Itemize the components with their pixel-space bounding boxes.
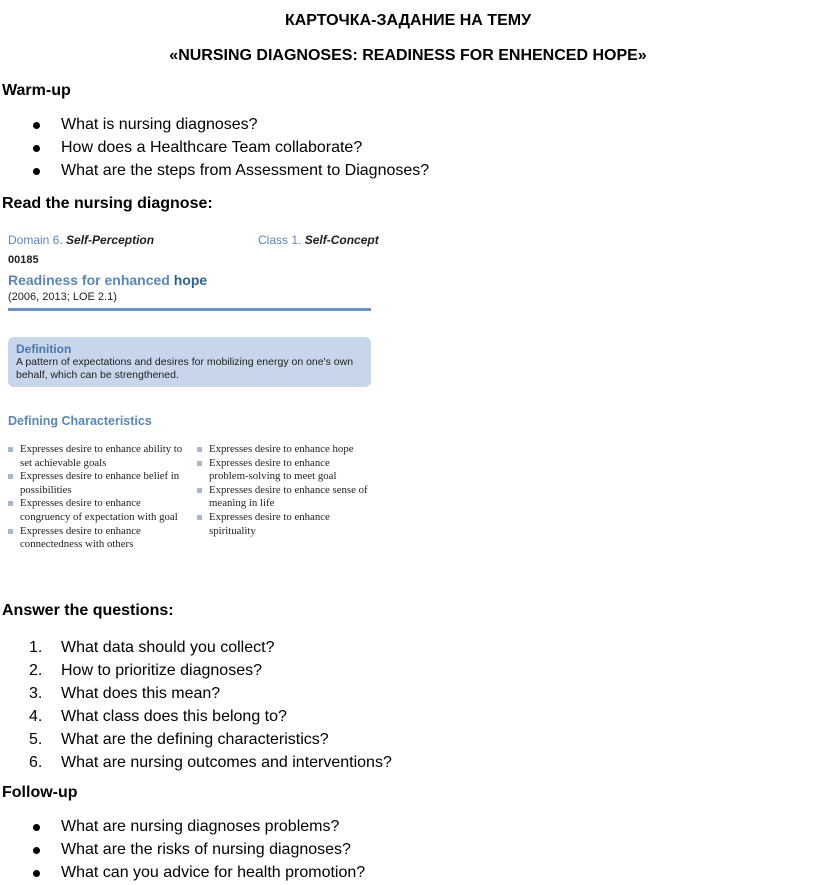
characteristic-text: Expresses desire to enhance connectedness with others bbox=[20, 524, 141, 551]
characteristic-item bbox=[197, 457, 372, 484]
list-item-text: How to prioritize diagnoses? bbox=[61, 662, 262, 679]
bullet-icon bbox=[33, 122, 40, 129]
square-bullet-icon bbox=[8, 447, 13, 452]
list-item-text: What are the steps from Assessment to Diagnoses? bbox=[61, 162, 430, 179]
list-item-text: What data should you collect? bbox=[61, 639, 275, 656]
characteristic-item bbox=[8, 470, 183, 497]
definition-box bbox=[8, 337, 371, 387]
defining-characteristics-left bbox=[8, 443, 183, 552]
characteristic-text: Expresses desire to enhance spirituality bbox=[209, 510, 330, 537]
list-number: 2. bbox=[29, 662, 43, 679]
bullet-icon bbox=[33, 145, 40, 152]
warmup-heading: Warm-up bbox=[2, 82, 71, 99]
characteristic-item bbox=[8, 497, 183, 524]
list-number: 1. bbox=[29, 639, 43, 656]
domain bbox=[8, 233, 154, 247]
class-label: Class 1. bbox=[258, 233, 302, 247]
class-value: Self-Concept bbox=[304, 233, 379, 247]
square-bullet-icon bbox=[197, 488, 202, 493]
answer-heading: Answer the questions: bbox=[2, 602, 174, 619]
definition-heading: Definition bbox=[16, 342, 72, 356]
characteristic-item bbox=[197, 484, 372, 511]
characteristic-text: Expresses desire to enhance belief in possibilities bbox=[20, 470, 180, 496]
list-item-text: What can you advice for health promotion? bbox=[61, 864, 366, 881]
list-item-text: What does this mean? bbox=[61, 685, 221, 702]
list-item-text: What are nursing outcomes and interventions? bbox=[61, 754, 392, 771]
list-number: 3. bbox=[29, 685, 43, 702]
list-item-text: What are nursing diagnoses problems? bbox=[61, 818, 340, 835]
characteristic-item bbox=[8, 443, 183, 470]
bullet-icon bbox=[33, 847, 40, 854]
defining-characteristics-right bbox=[197, 443, 372, 538]
square-bullet-icon bbox=[8, 501, 13, 506]
list-item-text: What are the defining characteristics? bbox=[61, 731, 329, 748]
domain-value: Self-Perception bbox=[66, 233, 155, 247]
diagnosis-card-image bbox=[0, 225, 380, 575]
list-number: 4. bbox=[29, 708, 43, 725]
title-rule bbox=[8, 308, 371, 311]
domain-label: Domain 6. bbox=[8, 233, 63, 247]
characteristic-item bbox=[8, 525, 183, 552]
characteristic-text: Expresses desire to enhance problem-solving to meet goal bbox=[209, 456, 337, 483]
list-item-text: How does a Healthcare Team collaborate? bbox=[61, 139, 363, 156]
bullet-icon bbox=[33, 870, 40, 877]
diagnosis-title-main: Readiness for enhanced bbox=[8, 272, 174, 288]
square-bullet-icon bbox=[8, 474, 13, 479]
diagnosis-title bbox=[8, 272, 207, 288]
diagnosis-code: 00185 bbox=[8, 254, 39, 266]
list-number: 6. bbox=[29, 754, 43, 771]
diagnosis-title-keyword: hope bbox=[173, 272, 208, 288]
characteristic-item bbox=[197, 443, 372, 457]
bullet-icon bbox=[33, 168, 40, 175]
characteristic-text: Expresses desire to enhance ability to set achievable goals bbox=[20, 443, 183, 469]
bullet-icon bbox=[33, 824, 40, 831]
list-item-text: What are the risks of nursing diagnoses? bbox=[61, 841, 351, 858]
square-bullet-icon bbox=[197, 447, 202, 452]
defining-characteristics-heading: Defining Characteristics bbox=[8, 414, 152, 428]
characteristic-text: Expresses desire to enhance congruency of expectation with goal bbox=[20, 497, 178, 523]
read-heading: Read the nursing diagnose: bbox=[2, 195, 213, 212]
characteristic-item bbox=[197, 511, 372, 538]
title-line-1: КАРТОЧКА-ЗАДАНИЕ НА ТЕМУ bbox=[284, 12, 532, 29]
class bbox=[258, 233, 379, 247]
diagnosis-meta: (2006, 2013; LOE 2.1) bbox=[8, 291, 117, 303]
square-bullet-icon bbox=[8, 529, 13, 534]
list-item-text: What class does this belong to? bbox=[61, 708, 287, 725]
list-number: 5. bbox=[29, 731, 43, 748]
characteristic-text: Expresses desire to enhance sense of meaning in life bbox=[209, 483, 368, 510]
title-line-2: «NURSING DIAGNOSES: READINESS FOR ENHENCED HOPE» bbox=[169, 47, 647, 64]
definition-text: A pattern of expectations and desires for mobilizing energy on one's own behalf, which can be strengthened. bbox=[16, 356, 354, 381]
square-bullet-icon bbox=[197, 461, 202, 466]
followup-heading: Follow-up bbox=[2, 784, 78, 801]
characteristic-text: Expresses desire to enhance hope bbox=[209, 443, 354, 455]
list-item-text: What is nursing diagnoses? bbox=[61, 116, 258, 133]
square-bullet-icon bbox=[197, 515, 202, 520]
